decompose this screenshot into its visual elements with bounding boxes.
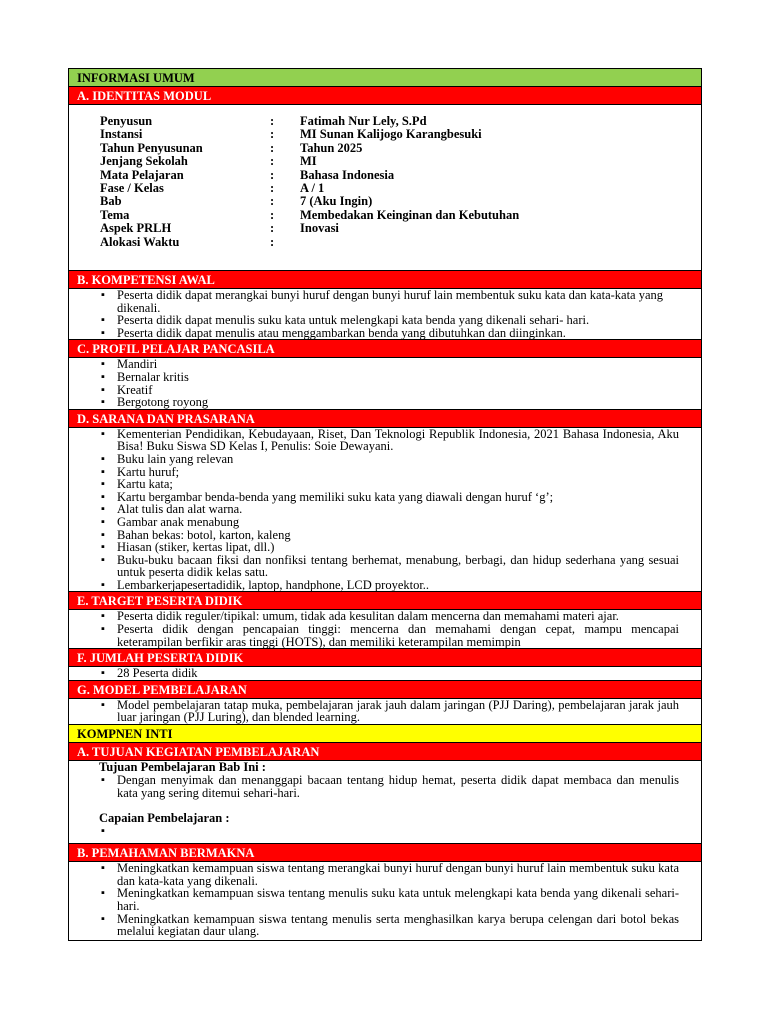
identity-colon: :: [270, 194, 275, 209]
model-pembelajaran-header: G. MODEL PEMBELAJARAN: [69, 681, 701, 699]
tujuan-kegiatan-header: A. TUJUAN KEGIATAN PEMBELAJARAN: [69, 743, 701, 761]
identity-label: Bab: [100, 194, 122, 209]
pemahaman-bermakna-section: [69, 862, 701, 940]
list-item: ▪ Buku-buku bacaan fiksi dan nonfiksi tentang berhemat, menabung, berbagi, dan hidup sederhana yang sesuai untuk peserta didik kelas satu.: [69, 554, 701, 579]
identity-colon: :: [270, 140, 275, 155]
jumlah-peserta-section: [69, 667, 701, 681]
identity-row: [100, 195, 701, 208]
identity-value: Tahun 2025: [300, 140, 363, 155]
kompetensi-awal-section: [69, 289, 701, 340]
identity-value: A / 1: [300, 180, 325, 195]
list-item: ▪ Bernalar kritis: [69, 371, 701, 384]
identity-label: Mata Pelajaran: [100, 167, 184, 182]
list-item: ▪ Hiasan (stiker, kertas lipat, dll.): [69, 541, 701, 554]
jumlah-peserta-header: F. JUMLAH PESERTA DIDIK: [69, 649, 701, 667]
identitas-modul-section: [69, 105, 701, 271]
identity-value: 7 (Aku Ingin): [300, 194, 373, 209]
identity-label: Aspek PRLH: [100, 221, 172, 236]
list-item: ▪ Meningkatkan kemampuan siswa tentang menulis serta menghasilkan karya berupa celengan dari botol bekas melalui kegiatan daur ulang.: [69, 913, 701, 938]
target-peserta-header: E. TARGET PESERTA DIDIK: [69, 592, 701, 610]
identity-label: Tema: [100, 207, 130, 222]
list-item: ▪ Kartu kata;: [69, 478, 701, 491]
identity-label: Tahun Penyusunan: [100, 140, 203, 155]
model-pembelajaran-list: [69, 699, 701, 724]
identity-row: [100, 236, 701, 249]
identity-row: [100, 169, 701, 182]
identity-colon: :: [270, 180, 275, 195]
list-item: ▪ Dengan menyimak dan menanggapi bacaan tentang hidup hemat, peserta didik dapat membaca dan menulis kata yang sering ditemui sehari-hari.: [69, 774, 701, 799]
identity-colon: :: [270, 221, 275, 236]
lesson-module-document: [68, 68, 702, 941]
identity-row: [100, 222, 701, 235]
identity-value: Membedakan Keinginan dan Kebutuhan: [300, 207, 520, 222]
identity-colon: :: [270, 114, 275, 128]
capaian-pembelajaran-title: Capaian Pembelajaran :: [99, 811, 230, 826]
identity-colon: :: [270, 127, 275, 142]
identity-row: [100, 115, 701, 128]
identity-row: [100, 155, 701, 168]
identity-row: [100, 142, 701, 155]
list-item: ▪ Model pembelajaran tatap muka, pembelajaran jarak jauh dalam jaringan (PJJ Daring), pembelajaran jarak jauh luar jaringan (PJJ Luring), dan blended learning.: [69, 699, 701, 724]
profil-pancasila-header: C. PROFIL PELAJAR PANCASILA: [69, 340, 701, 358]
list-item: ▪ Mandiri: [69, 358, 701, 371]
target-peserta-list: [69, 610, 701, 648]
identity-colon: :: [270, 154, 275, 169]
pemahaman-bermakna-header: B. PEMAHAMAN BERMAKNA: [69, 844, 701, 862]
list-item: ▪ Bahan bekas: botol, karton, kaleng: [69, 529, 701, 542]
list-item: ▪ Peserta didik dapat merangkai bunyi huruf dengan bunyi huruf lain membentuk suku kata dan kata-kata yang dikenali.: [69, 289, 701, 314]
list-item: ▪ Peserta didik reguler/tipikal: umum, tidak ada kesulitan dalam mencerna dan memahami materi ajar.: [69, 610, 701, 623]
profil-pancasila-list: [69, 358, 701, 408]
list-item: ▪ Peserta didik dapat menulis suku kata untuk melengkapi kata benda yang dikenali sehari- hari.: [69, 314, 701, 327]
identity-row: [100, 182, 701, 195]
list-item: ▪ Kartu bergambar benda-benda yang memiliki suku kata yang diawali dengan huruf ‘g’;: [69, 491, 701, 504]
list-item: ▪ Lembarkerjapesertadidik, laptop, handphone, LCD proyektor..: [69, 579, 701, 592]
list-item: ▪ Gambar anak menabung: [69, 516, 701, 529]
list-item: ▪ Alat tulis dan alat warna.: [69, 503, 701, 516]
list-item: ▪ Kartu huruf;: [69, 466, 701, 479]
identitas-modul-header: A. IDENTITAS MODUL: [69, 87, 701, 105]
tujuan-kegiatan-section: [69, 761, 701, 844]
list-item: ▪ Bergotong royong: [69, 396, 701, 409]
list-item: ▪ Kreatif: [69, 384, 701, 397]
informasi-umum-header: INFORMASI UMUM: [69, 69, 701, 87]
identity-label: Jenjang Sekolah: [100, 154, 188, 169]
identity-colon: :: [270, 207, 275, 222]
profil-pancasila-section: [69, 358, 701, 409]
list-item: ▪ Meningkatkan kemampuan siswa tentang menulis suku kata untuk melengkapi kata benda yang dikenali sehari-hari.: [69, 887, 701, 912]
identity-row: [100, 209, 701, 222]
identity-value: Fatimah Nur Lely, S.Pd: [300, 114, 427, 128]
identity-label: Instansi: [100, 127, 143, 142]
identity-value: [300, 236, 701, 249]
identity-label: Fase / Kelas: [100, 180, 164, 195]
identity-value: MI: [300, 154, 317, 169]
tujuan-bab-list: [69, 774, 701, 799]
identity-value: MI Sunan Kalijogo Karangbesuki: [300, 127, 482, 142]
pemahaman-bermakna-list: [69, 862, 701, 938]
list-item: ▪ Meningkatkan kemampuan siswa tentang merangkai bunyi huruf dengan bunyi huruf lain membentuk suku kata dan kata-kata yang dikenali.: [69, 862, 701, 887]
tujuan-bab-title: Tujuan Pembelajaran Bab Ini :: [99, 760, 266, 775]
jumlah-peserta-list: [69, 667, 701, 680]
sarana-prasarana-list: [69, 428, 701, 592]
list-item: ▪ Buku lain yang relevan: [69, 453, 701, 466]
identity-colon: :: [270, 167, 275, 182]
list-item: ▪ Kementerian Pendidikan, Kebudayaan, Riset, Dan Teknologi Republik Indonesia, 2021 Bahasa Indonesia, Aku Bisa! Buku Siswa SD Kelas I, Penulis: Soie Dewayani.: [69, 428, 701, 453]
identity-label: Alokasi Waktu: [100, 234, 180, 249]
kompetensi-awal-list: [69, 289, 701, 339]
komponen-inti-header: KOMPNEN INTI: [69, 725, 701, 743]
sarana-prasarana-section: [69, 428, 701, 593]
identity-value: Inovasi: [300, 221, 339, 236]
list-item: ▪ Peserta didik dengan pencapaian tinggi: mencerna dan memahami dengan cepat, mampu mencapai keterampilan berfikir aras tinggi (HOTS), dan memiliki keterampilan memimpin: [69, 623, 701, 648]
kompetensi-awal-header: B. KOMPETENSI AWAL: [69, 271, 701, 289]
identity-value: Bahasa Indonesia: [300, 167, 395, 182]
identity-label: Penyusun: [100, 114, 153, 128]
list-item: ▪ 28 Peserta didik: [69, 667, 701, 680]
model-pembelajaran-section: [69, 699, 701, 725]
target-peserta-section: [69, 610, 701, 649]
identity-row: [100, 128, 701, 141]
sarana-prasarana-header: D. SARANA DAN PRASARANA: [69, 410, 701, 428]
identity-colon: :: [270, 234, 275, 249]
list-item: ▪ Peserta didik dapat menulis atau menggambarkan benda yang dibutuhkan dan diinginkan.: [69, 327, 701, 340]
